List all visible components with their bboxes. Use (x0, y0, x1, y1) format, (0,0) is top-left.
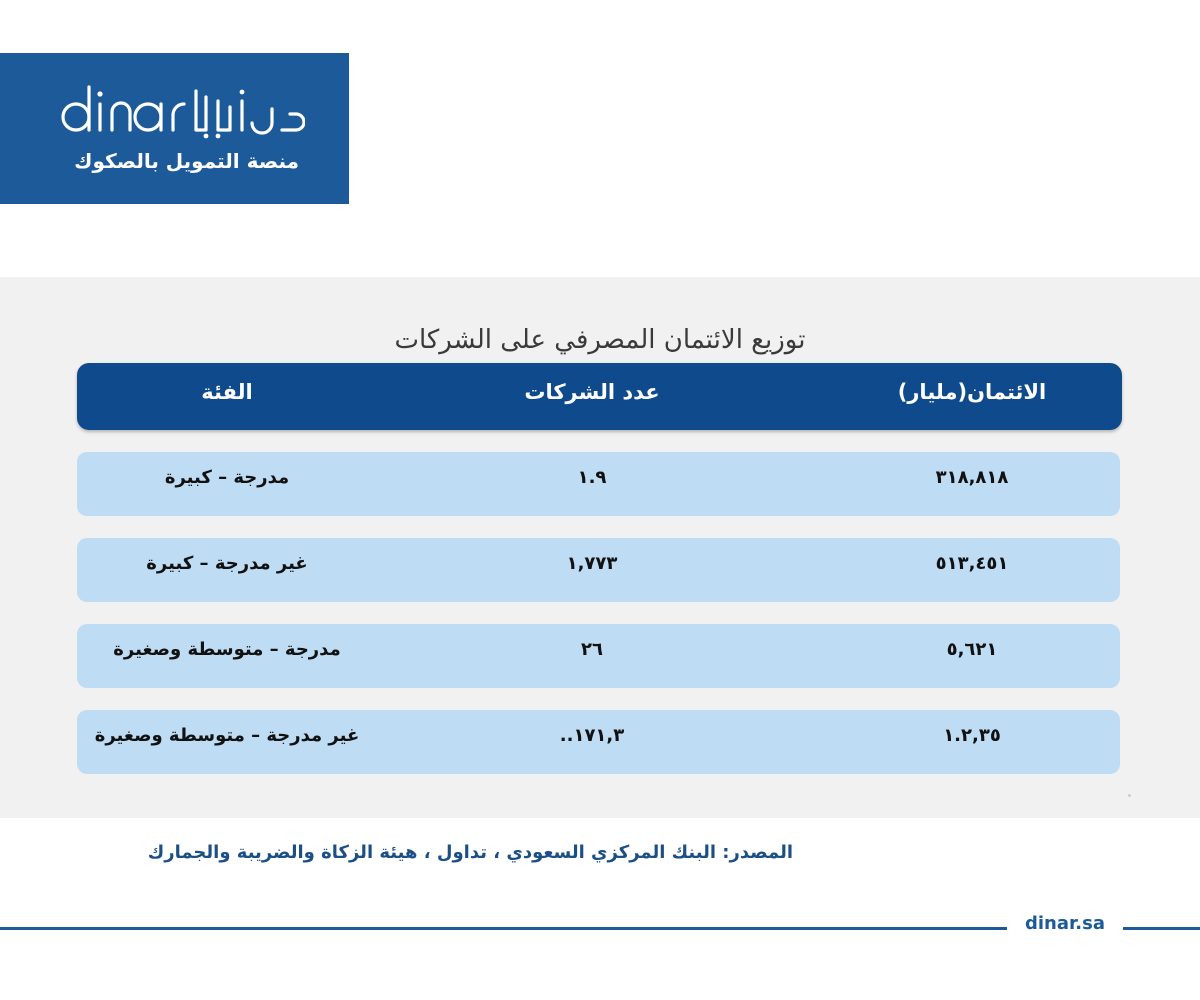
footer-divider-right (1123, 927, 1200, 930)
row-category-label: مدرجة – متوسطة وصغيرة (113, 638, 341, 660)
header-count-cell (442, 363, 742, 430)
footer-divider-left (0, 927, 1007, 930)
table-row (77, 538, 1120, 602)
row-category-label: مدرجة – كبيرة (164, 466, 290, 488)
table-row (77, 624, 1120, 688)
row-credit-value: ٣١٨,٨١٨ (935, 466, 1009, 488)
row-credit-value: ١.٢,٣٥ (943, 724, 1001, 746)
row-category-label: غير مدرجة – كبيرة (146, 552, 308, 574)
row-category-label: غير مدرجة – متوسطة وصغيرة (94, 724, 360, 746)
header-category-label: الفئة (201, 379, 253, 404)
row-count-value: ١٧١,٣.. (559, 724, 625, 746)
row-credit-value: ٥١٣,٤٥١ (935, 552, 1009, 574)
row-count-value: ١.٩ (577, 466, 607, 488)
brand-logo-block (0, 53, 349, 204)
header-credit-cell (822, 363, 1122, 430)
table-row (77, 710, 1120, 774)
row-credit-value: ٥,٦٢١ (946, 638, 998, 660)
header-count-label: عدد الشركات (524, 379, 660, 404)
row-count-value: ٢٦ (581, 638, 603, 660)
brand-tagline: منصة التمويل بالصكوك (74, 149, 299, 173)
decorative-dot (1128, 794, 1131, 797)
credit-distribution-panel (0, 277, 1200, 818)
row-count-value: ١,٧٧٣ (566, 552, 618, 574)
table-header (77, 363, 1122, 430)
header-credit-label: الائتمان(مليار) (897, 379, 1047, 404)
footer-site-link[interactable]: dinar.sa (1024, 913, 1106, 934)
dinar-logo-mark (60, 81, 305, 139)
table-title: توزيع الائتمان المصرفي على الشركات (394, 325, 806, 355)
table-row (77, 452, 1120, 516)
header-category-cell (77, 363, 377, 430)
source-note: المصدر: البنك المركزي السعودي ، تداول ، هيئة الزكاة والضريبة والجمارك (147, 842, 793, 863)
